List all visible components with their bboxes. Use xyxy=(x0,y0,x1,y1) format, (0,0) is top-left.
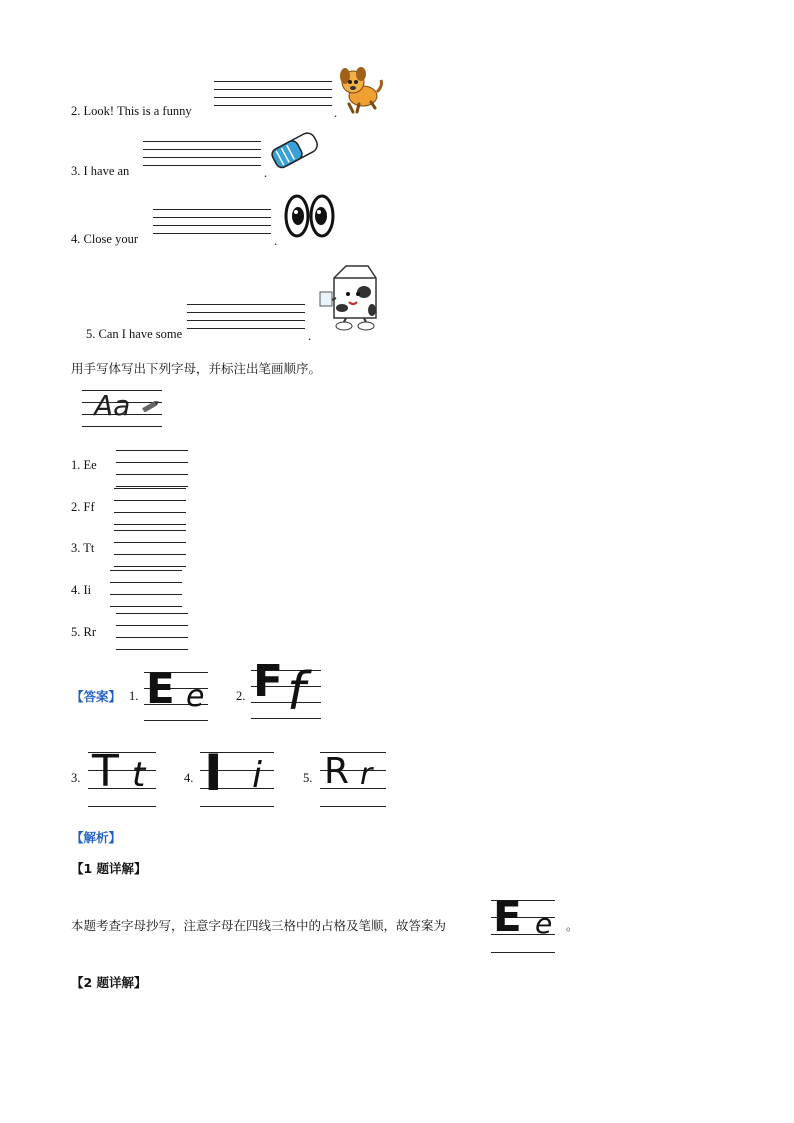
letter-lines-2[interactable] xyxy=(114,488,186,524)
answer-5-letters xyxy=(320,744,388,810)
answer-3-lower: t xyxy=(132,755,146,795)
q1-explanation: 本题考查字母抄写，注意字母在四线三格中的占格及笔顺，故答案为 xyxy=(71,918,447,933)
question-4-text: 4. Close your xyxy=(71,232,139,246)
answer-5-lower: r xyxy=(360,757,373,792)
period: . xyxy=(308,329,312,343)
answer-3-num: 3. xyxy=(71,771,81,785)
letter-item-5-label: 5. Rr xyxy=(71,625,96,639)
letter-lines-3[interactable] xyxy=(114,530,186,566)
answer-1-lower: e xyxy=(186,679,205,714)
example-letters xyxy=(82,386,164,430)
answer-5-upper: R xyxy=(324,751,350,792)
question-5-text: 5. Can I have some xyxy=(86,327,183,341)
answer-1-letters xyxy=(144,664,208,726)
answer-4-upper: I xyxy=(204,744,223,802)
answer-5-num: 5. xyxy=(303,771,313,785)
q1-answer-upper: E xyxy=(493,892,522,941)
answer-4-letters xyxy=(200,740,276,816)
question-3-text: 3. I have an xyxy=(71,164,130,178)
answer-lines-q4[interactable] xyxy=(153,209,271,235)
answer-lines-q5[interactable] xyxy=(187,304,305,330)
answer-label: 【答案】 xyxy=(71,689,122,704)
answer-lines-q3[interactable] xyxy=(143,141,261,167)
answer-1-num: 1. xyxy=(129,689,139,703)
instruction-text: 用手写体写出下列字母，并标注出笔画顺序。 xyxy=(71,361,322,376)
letter-lines-1[interactable] xyxy=(116,450,188,486)
letter-lines-5[interactable] xyxy=(116,613,188,649)
eyes-icon xyxy=(284,190,336,242)
answer-1-upper: E xyxy=(146,664,175,713)
answer-4-num: 4. xyxy=(184,771,194,785)
answer-2-num: 2. xyxy=(236,689,246,703)
answer-lines-q2[interactable] xyxy=(214,81,332,107)
period: . xyxy=(274,234,278,248)
q1-answer-lower: e xyxy=(535,907,553,940)
answer-2-letters xyxy=(251,658,323,730)
dog-icon xyxy=(337,66,383,114)
letter-item-3-label: 3. Tt xyxy=(71,541,95,555)
period: . xyxy=(264,166,268,180)
letter-item-1-label: 1. Ee xyxy=(71,458,97,472)
letter-lines-4[interactable] xyxy=(110,570,182,606)
answer-2-lower: f xyxy=(287,662,306,722)
q2-heading: 【2 题详解】 xyxy=(71,975,147,990)
question-2-text: 2. Look! This is a funny xyxy=(71,104,192,118)
letter-item-2-label: 2. Ff xyxy=(71,500,95,514)
period: . xyxy=(334,106,338,120)
answer-3-letters xyxy=(88,744,158,810)
answer-4-lower: i xyxy=(252,755,263,796)
letter-item-4-label: 4. Ii xyxy=(71,583,92,597)
q1-end-mark: 。 xyxy=(566,918,579,933)
example-letters-text: Aa xyxy=(94,389,131,422)
analysis-label: 【解析】 xyxy=(71,830,122,845)
answer-3-upper: T xyxy=(92,746,119,797)
q1-heading: 【1 题详解】 xyxy=(71,861,147,876)
q1-answer-letters xyxy=(491,892,557,956)
eraser-icon xyxy=(268,126,322,174)
milk-carton-icon xyxy=(316,262,388,336)
answer-2-upper: F xyxy=(253,656,284,707)
pencil-icon xyxy=(140,400,160,412)
